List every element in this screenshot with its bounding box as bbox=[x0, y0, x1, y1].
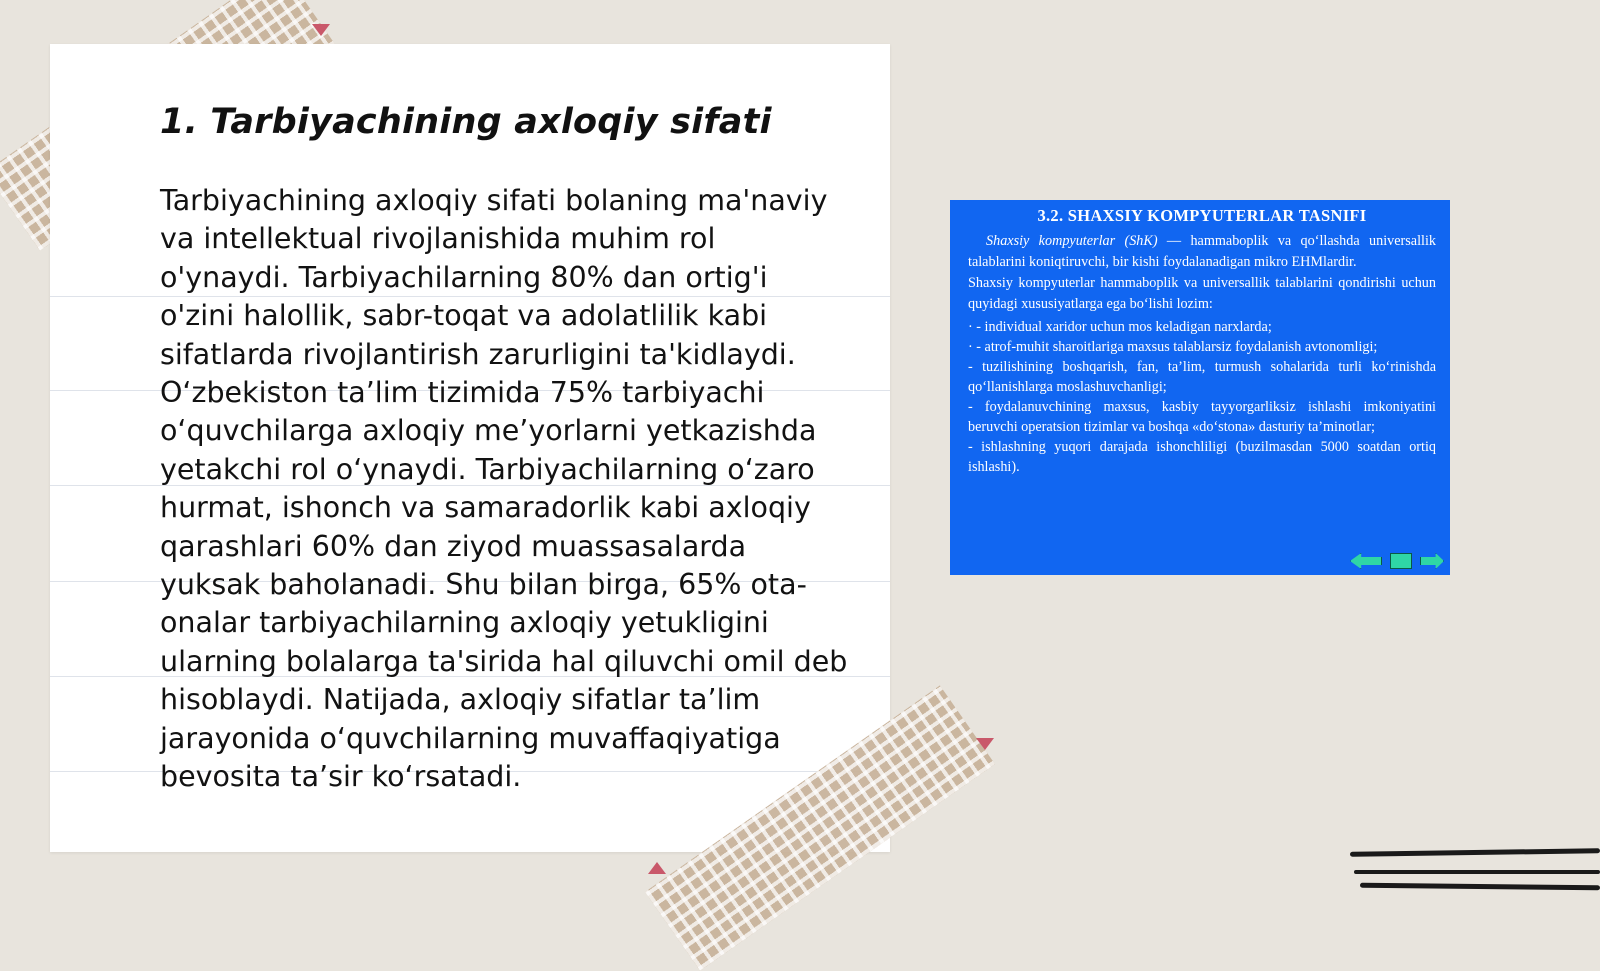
slide-definition-text: — hammaboplik va qo‘llashda universallik talablarini koniqtiruvchi, bir kishi foydalanadigan mikro EHMlardir. bbox=[968, 233, 1436, 270]
brush-stroke bbox=[1350, 848, 1600, 856]
list-item: - foydalanuvchining maxsus, kasbiy tayyorgarliksiz ishlashi imkoniyatini beruvchi operatsion tizimlar va boshqa «do‘stona» dasturiy ta’minotlar; bbox=[968, 399, 1436, 435]
slide-feature-list bbox=[968, 317, 1436, 477]
list-item: - tuzilishining boshqarish, fan, ta’lim, turmush sohalarida turli ko‘rinishda qo‘llanishlarga moslashuvchanligi; bbox=[968, 359, 1436, 395]
pin-icon bbox=[312, 24, 330, 36]
slide-definition bbox=[968, 231, 1436, 273]
brush-stroke bbox=[1360, 883, 1600, 891]
back-arrow-icon bbox=[1350, 553, 1382, 569]
note-paper bbox=[50, 44, 890, 852]
slide-title: 3.2. SHAXSIY KOMPYUTERLAR TASNIFI bbox=[1037, 206, 1367, 225]
brush-stroke bbox=[1354, 870, 1600, 874]
body-paragraph: Tarbiyachining axloqiy sifati bolaning ma'naviy va intellektual rivojlanishida muhim rol o'ynaydi. Tarbiyachilarning 80% dan ortig'i o'zini halollik, sabr-toqat va adolatlilik kabi sifatlarda rivojlantirish zarurligini ta'kidlaydi. O‘zbekiston ta’lim tizimida 75% tarbiyachi o‘quvchilarga axloqiy me’yorlarni yetkazishda yetakchi rol o‘ynaydi. Tarbiyachilarning o‘zaro hurmat, ishonch va samaradorlik kabi axloqiy qarashlari 60% dan ziyod muassasalarda yuksak baholanadi. Shu bilan birga, 65% ota-onalar tarbiyachilarning axloqiy yetukligini ularning bolalarga ta'sirida hal qiluvchi omil deb hisoblaydi. Natijada, axloqiy sifatlar ta’lim jarayonida o‘quvchilarning muvaffaqiyatiga bevosita ta’sir ko‘rsatadi. bbox=[160, 184, 848, 794]
embedded-slide-image bbox=[950, 200, 1450, 575]
slide-definition-term: Shaxsiy kompyuterlar (ShK) bbox=[986, 233, 1158, 249]
slide-intro: Shaxsiy kompyuterlar hammaboplik va universallik talablarini qondirishi uchun quyidagi xususiyatlarga ega bo‘lishi lozim: bbox=[968, 275, 1436, 312]
home-square-icon bbox=[1390, 553, 1412, 569]
forward-arrow-icon bbox=[1420, 553, 1444, 569]
page-title: 1. Tarbiyachining axloqiy sifati bbox=[160, 102, 772, 142]
pin-icon bbox=[648, 862, 666, 874]
list-item: - ishlashning yuqori darajada ishonchliligi (buzilmasdan 5000 soatdan ortiq ishlashi). bbox=[968, 439, 1436, 475]
list-item: · - atrof-muhit sharoitlariga maxsus talablarsiz foydalanish avtonomligi; bbox=[968, 339, 1378, 355]
list-item: · - individual xaridor uchun mos keladigan narxlarda; bbox=[968, 319, 1272, 335]
slide-nav bbox=[1350, 553, 1444, 569]
pin-icon bbox=[976, 738, 994, 750]
